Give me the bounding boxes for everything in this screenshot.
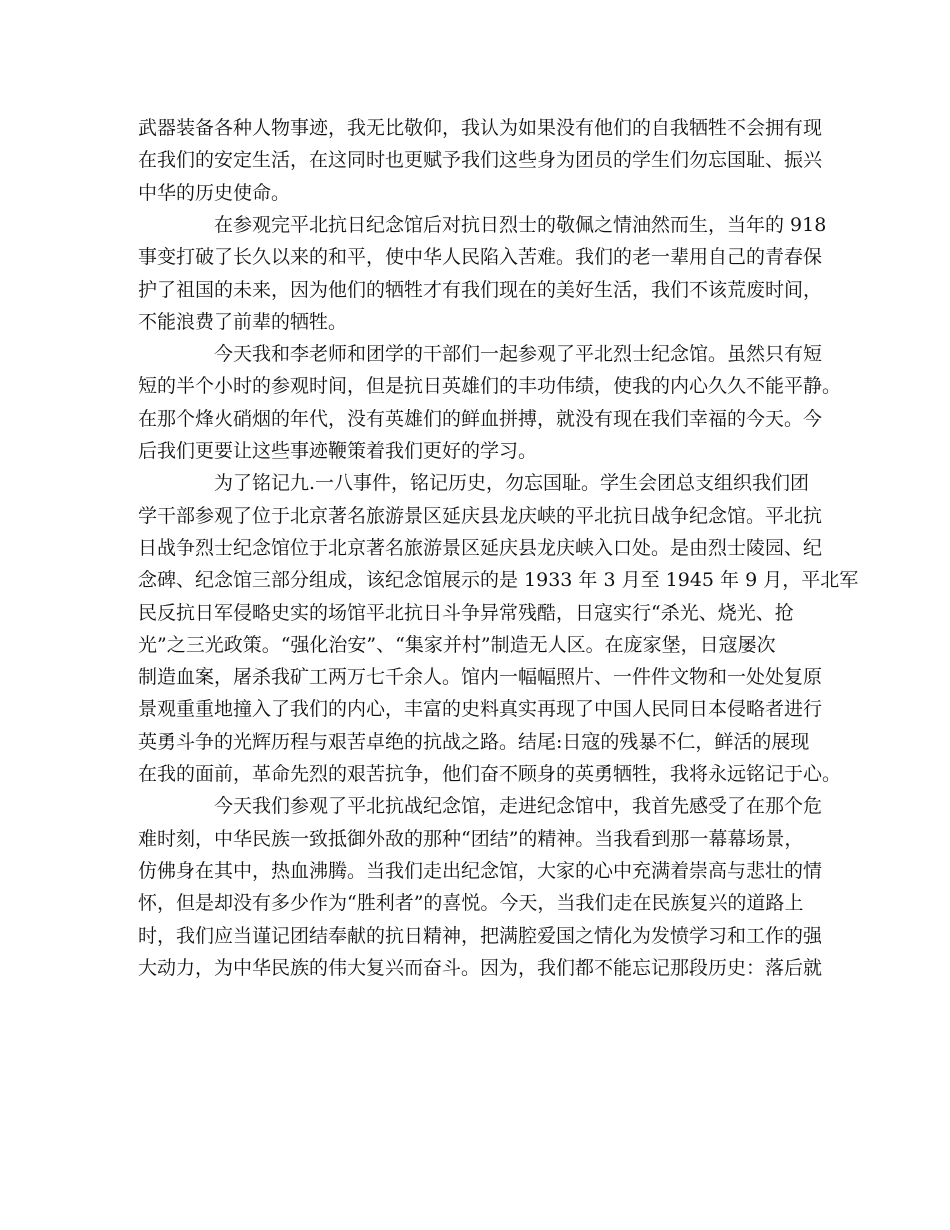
text-line: 护了祖国的未来，因为他们的牺牲才有我们现在的美好生活，我们不该荒废时间，	[138, 278, 823, 301]
text-line: 武器装备各种人物事迹，我无比敬仰，我认为如果没有他们的自我牺牲不会拥有现	[138, 117, 823, 139]
text-line: 短的半个小时的参观时间，但是抗日英雄们的丰功伟绩，使我的内心久久不能平静。	[138, 375, 842, 398]
text-line: 在我们的安定生活，在这同时也更赋予我们这些身为团员的学生们勿忘国耻、振兴	[138, 149, 823, 172]
text-line: 不能浪费了前辈的牺牲。	[138, 310, 348, 333]
text-line: 日战争烈士纪念馆位于北京著名旅游景区延庆县龙庆峡入口处。是由烈士陵园、纪	[138, 536, 823, 559]
paragraph-first-line: 今天我和李老师和团学的干部们一起参观了平北烈士纪念馆。虽然只有短	[214, 343, 823, 366]
text-line: 民反抗日军侵略史实的场馆平北抗日斗争异常残酷，日寇实行“杀光、烧光、抢	[138, 601, 794, 624]
text-line: 难时刻，中华民族一致抵御外敌的那种“团结”的精神。当我看到那一幕幕场景，	[138, 827, 804, 850]
text-line: 制造血案，屠杀我矿工两万七千余人。馆内一幅幅照片、一件件文物和一处处复原	[138, 666, 823, 689]
text-line: 念碑、纪念馆三部分组成，该纪念馆展示的是 1933 年 3 月至 1945 年 9 月，平北军	[138, 569, 859, 592]
text-line: 仿佛身在其中，热血沸腾。当我们走出纪念馆，大家的心中充满着崇高与悲壮的情	[138, 859, 823, 882]
text-line: 在我的面前，革命先烈的艰苦抗争，他们奋不顾身的英勇牺牲，我将永远铭记于心。	[138, 763, 842, 785]
text-line: 学干部参观了位于北京著名旅游景区延庆县龙庆峡的平北抗日战争纪念馆。平北抗	[138, 504, 823, 527]
text-line: 光”之三光政策。“强化治安”、“集家并村”制造无人区。在庞家堡，日寇屡次	[138, 633, 776, 656]
text-line: 中华的历史使命。	[138, 181, 291, 204]
paragraph-first-line: 在参观完平北抗日纪念馆后对抗日烈士的敬佩之情油然而生，当年的 918	[214, 213, 827, 236]
paragraph-first-line: 为了铭记九.一八事件，铭记历史，勿忘国耻。学生会团总支组织我们团	[214, 472, 810, 495]
text-line: 在那个烽火硝烟的年代，没有英雄们的鲜血拼搏，就没有现在我们幸福的今天。今	[138, 407, 823, 430]
text-line: 时，我们应当谨记团结奉献的抗日精神，把满腔爱国之情化为发愤学习和工作的强	[138, 924, 823, 947]
text-line: 怀，但是却没有多少作为“胜利者”的喜悦。今天，当我们走在民族复兴的道路上	[138, 892, 804, 915]
paragraph-first-line: 今天我们参观了平北抗战纪念馆，走进纪念馆中，我首先感受了在那个危	[214, 795, 823, 818]
text-line: 后我们更要让这些事迹鞭策着我们更好的学习。	[138, 440, 538, 462]
text-line: 英勇斗争的光辉历程与艰苦卓绝的抗战之路。结尾:日寇的残暴不仁，鲜活的展现	[138, 730, 810, 753]
text-line: 大动力，为中华民族的伟大复兴而奋斗。因为，我们都不能忘记那段历史：落后就	[138, 956, 823, 979]
text-line: 景观重重地撞入了我们的内心，丰富的史料真实再现了中国人民同日本侵略者进行	[138, 698, 823, 721]
text-line: 事变打破了长久以来的和平，使中华人民陷入苦难。我们的老一辈用自己的青春保	[138, 246, 823, 269]
